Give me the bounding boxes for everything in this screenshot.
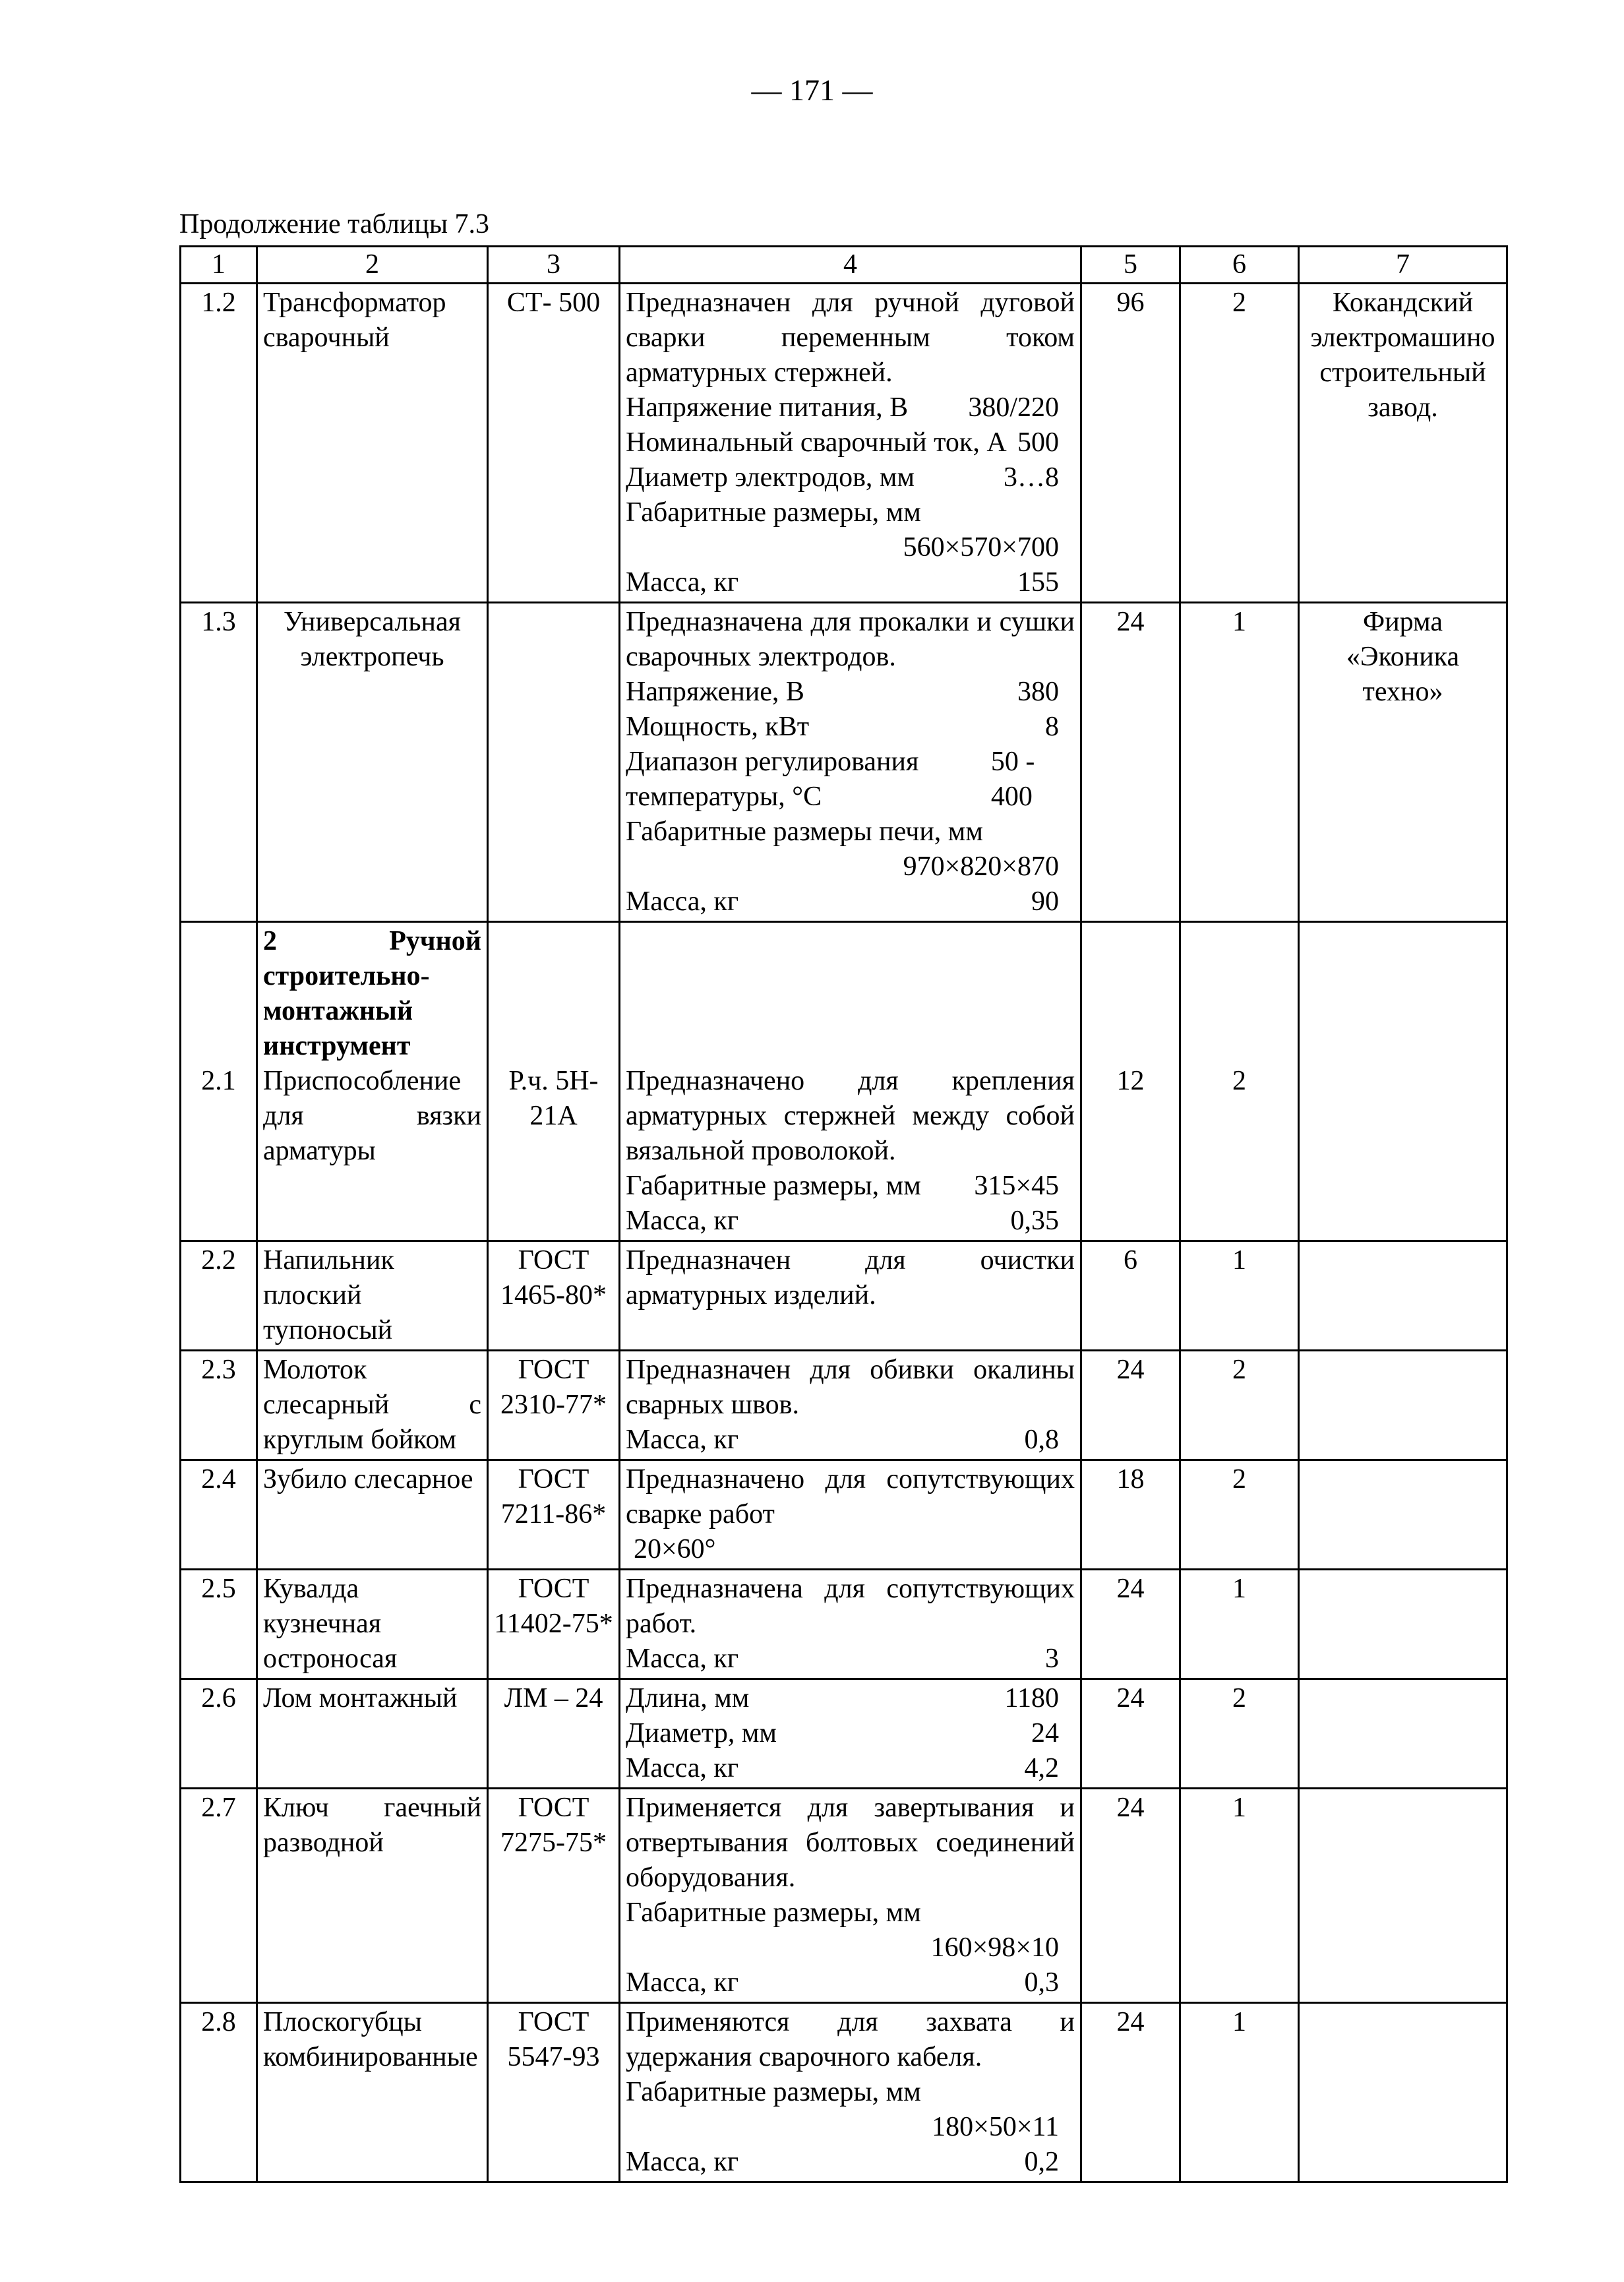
item-description: Применяются для захвата и удержания сварочного кабеля. [626, 2007, 1075, 2072]
param-line [626, 2075, 1075, 2110]
cell-quantity [1081, 2003, 1180, 2182]
param-name: Масса, кг [626, 886, 739, 917]
cell-name [257, 1241, 488, 1351]
cell-name [257, 603, 488, 922]
cell-description [620, 1570, 1081, 1679]
cell-number [181, 1351, 257, 1460]
item-quantity: 24 [1116, 1683, 1145, 1713]
cell-count [1180, 1679, 1299, 1789]
row-number: 2.7 [201, 1793, 236, 1823]
param-name: Габаритные размеры, мм [626, 2077, 921, 2107]
param-value: 160×98×10 [930, 1932, 1059, 1963]
item-standard: ГОСТ 2310-77* [500, 1355, 607, 1420]
header-cell: 2 [257, 247, 488, 284]
item-quantity: 12 [1116, 1066, 1145, 1096]
row-number: 1.3 [201, 607, 236, 637]
cell-description [620, 1241, 1081, 1351]
param-value: 0,2 [1024, 2147, 1059, 2177]
param-line [626, 1681, 1075, 1716]
cell-name [257, 2003, 488, 2182]
cell-description [620, 1789, 1081, 2003]
row-number: 2.3 [201, 1355, 236, 1385]
cell-description [620, 1679, 1081, 1789]
param-line [626, 425, 1075, 460]
cell-manufacturer [1299, 2003, 1507, 2182]
param-name: Масса, кг [626, 1206, 739, 1236]
param-name: Номинальный сварочный ток, А [626, 427, 1007, 458]
item-description: Применяется для завертывания и отвертывания болтовых соединений оборудования. [626, 1793, 1075, 1893]
param-value: 4,2 [1024, 1753, 1059, 1783]
item-standard: СТ- 500 [506, 288, 601, 318]
cell-number [181, 1789, 257, 2003]
item-name: Напильник плоский тупоносый [263, 1245, 394, 1345]
item-quantity: 24 [1116, 2007, 1145, 2037]
item-standard: ГОСТ 1465-80* [500, 1245, 607, 1311]
cell-quantity [1081, 1351, 1180, 1460]
item-count: 2 [1232, 1464, 1246, 1495]
item-standard: ГОСТ 7211-86* [500, 1464, 607, 1529]
param-value: 970×820×870 [903, 851, 1059, 882]
cell-quantity [1081, 1679, 1180, 1789]
cell-manufacturer [1299, 603, 1507, 922]
item-description: Предназначен для очистки арматурных изделий. [626, 1245, 1075, 1311]
item-name: Трансформатор сварочный [263, 288, 446, 353]
cell-count [1180, 1789, 1299, 2003]
param-line [626, 675, 1075, 710]
table-row [181, 284, 1507, 603]
param-name: Диаметр электродов, мм [626, 462, 915, 493]
item-description: Предназначено для крепления арматурных стержней между собой вязальной проволокой. [626, 1066, 1075, 1166]
table-row [181, 1241, 1507, 1351]
item-quantity: 18 [1116, 1464, 1145, 1495]
cell-standard [488, 1351, 620, 1460]
cell-number [181, 2003, 257, 2182]
item-count: 2 [1232, 1683, 1246, 1713]
param-value: 380/220 [968, 392, 1059, 423]
param-line [626, 1751, 1075, 1786]
item-name: Лом монтажный [263, 1683, 458, 1713]
equipment-table [179, 245, 1508, 2183]
cell-standard [488, 1679, 620, 1789]
cell-name [257, 1679, 488, 1789]
cell-quantity [1081, 1460, 1180, 1570]
row-number: 2.5 [201, 1574, 236, 1604]
cell-manufacturer [1299, 1351, 1507, 1460]
cell-quantity [1081, 284, 1180, 603]
cell-number [181, 922, 257, 1241]
cell-manufacturer [1299, 1789, 1507, 2003]
param-value: 560×570×700 [903, 532, 1059, 563]
param-line [626, 1423, 1075, 1458]
cell-count [1180, 2003, 1299, 2182]
item-count: 1 [1232, 1245, 1246, 1276]
cell-count [1180, 603, 1299, 922]
cell-number [181, 1679, 257, 1789]
item-manufacturer: Фирма «Эконика техно» [1346, 607, 1460, 707]
param-name: Напряжение, В [626, 677, 804, 707]
row-number: 2.8 [201, 2007, 236, 2037]
item-name: Зубило слесарное [263, 1464, 473, 1495]
cell-manufacturer [1299, 1241, 1507, 1351]
param-value: 3…8 [1004, 462, 1059, 493]
param-name: Габаритные размеры, мм [626, 1897, 921, 1928]
item-name: Универсальная электропечь [284, 607, 461, 672]
param-line [626, 1532, 1075, 1567]
cell-standard [488, 1460, 620, 1570]
cell-quantity [1081, 1789, 1180, 2003]
header-cell: 1 [181, 247, 257, 284]
row-number: 1.2 [201, 288, 236, 318]
param-name: Длина, мм [626, 1683, 750, 1713]
param-value: 315×45 [974, 1171, 1059, 1201]
item-manufacturer: Кокандский электромашиностроительный завод. [1310, 288, 1495, 423]
header-cell: 3 [488, 247, 620, 284]
item-quantity: 24 [1116, 1355, 1145, 1385]
param-name: Диаметр, мм [626, 1718, 777, 1748]
cell-standard [488, 1789, 620, 2003]
item-standard: Р.ч. 5Н- 21А [508, 1066, 599, 1131]
item-description: Предназначена для сопутствующих работ. [626, 1574, 1075, 1639]
cell-number [181, 1570, 257, 1679]
param-name: Масса, кг [626, 2147, 739, 2177]
param-line [626, 460, 1075, 495]
param-value-line [626, 849, 1075, 884]
cell-quantity [1081, 603, 1180, 922]
item-name: Ключ гаечный разводной [263, 1793, 481, 1858]
param-line [626, 884, 1075, 919]
param-name: Масса, кг [626, 1967, 739, 1998]
param-value: 90 [1031, 886, 1059, 917]
row-number: 2.4 [201, 1464, 236, 1495]
cell-number [181, 603, 257, 922]
param-value: 24 [1031, 1718, 1059, 1748]
item-count: 1 [1232, 1574, 1246, 1604]
param-value: 8 [1045, 712, 1059, 742]
cell-standard [488, 1241, 620, 1351]
cell-number [181, 284, 257, 603]
item-count: 1 [1232, 2007, 1246, 2037]
table-row [181, 922, 1507, 1241]
param-name: Масса, кг [626, 1644, 739, 1674]
param-line [626, 1965, 1075, 2000]
param-value-line [626, 2110, 1075, 2145]
cell-description [620, 1351, 1081, 1460]
item-quantity: 24 [1116, 1574, 1145, 1604]
header-cell: 6 [1180, 247, 1299, 284]
item-count: 2 [1232, 1355, 1246, 1385]
param-line [626, 495, 1075, 530]
cell-manufacturer [1299, 1679, 1507, 1789]
item-quantity: 96 [1116, 288, 1145, 318]
cell-manufacturer [1299, 922, 1507, 1241]
page-number: — 171 — [751, 73, 873, 107]
param-value-line [626, 1930, 1075, 1965]
cell-manufacturer [1299, 284, 1507, 603]
row-number: 2.2 [201, 1245, 236, 1276]
cell-count [1180, 1570, 1299, 1679]
param-value: 0,8 [1024, 1425, 1059, 1455]
param-name: Масса, кг [626, 1753, 739, 1783]
cell-count [1180, 1460, 1299, 1570]
param-name: Диапазон регулирования температуры, °С [626, 747, 919, 812]
table-row [181, 2003, 1507, 2182]
param-value: 1180 [1004, 1683, 1059, 1713]
item-description: Предназначено для сопутствующих сварке работ [626, 1464, 1075, 1529]
cell-manufacturer [1299, 1460, 1507, 1570]
cell-description [620, 603, 1081, 922]
param-name: Напряжение питания, В [626, 392, 909, 423]
item-count: 1 [1232, 1793, 1246, 1823]
item-standard: ГОСТ 11402-75* [494, 1574, 613, 1639]
header-cell: 5 [1081, 247, 1180, 284]
param-value: 0,3 [1024, 1967, 1059, 1998]
param-line [626, 1204, 1075, 1239]
cell-count [1180, 1241, 1299, 1351]
cell-description [620, 284, 1081, 603]
cell-standard [488, 2003, 620, 2182]
row-number: 2.1 [201, 1066, 236, 1096]
param-line [626, 745, 1075, 815]
param-name: Габаритные размеры, мм [626, 1171, 921, 1201]
cell-number [181, 1241, 257, 1351]
param-line [626, 1642, 1075, 1677]
item-standard: ГОСТ 5547-93 [507, 2007, 600, 2072]
param-line [626, 815, 1075, 849]
cell-name [257, 1789, 488, 2003]
item-count: 2 [1232, 288, 1246, 318]
cell-name [257, 1570, 488, 1679]
cell-standard [488, 922, 620, 1241]
cell-description [620, 2003, 1081, 2182]
param-line [626, 1716, 1075, 1751]
table-row [181, 1570, 1507, 1679]
cell-name [257, 1460, 488, 1570]
table-row [181, 1679, 1507, 1789]
item-quantity: 24 [1116, 1793, 1145, 1823]
item-description: Предназначен для ручной дуговой сварки переменным током арматурных стержней. [626, 288, 1075, 388]
cell-count [1180, 1351, 1299, 1460]
param-value: 500 [1017, 427, 1059, 458]
item-description: Предназначена для прокалки и сушки сварочных электродов. [626, 607, 1075, 672]
cell-count [1180, 284, 1299, 603]
param-value-line [626, 530, 1075, 565]
param-line [626, 1169, 1075, 1204]
cell-standard [488, 603, 620, 922]
cell-quantity [1081, 922, 1180, 1241]
param-line [626, 2145, 1075, 2180]
param-name: Масса, кг [626, 1425, 739, 1455]
header-cell: 7 [1299, 247, 1507, 284]
cell-quantity [1081, 1570, 1180, 1679]
param-line [626, 390, 1075, 425]
table-header-row [181, 247, 1507, 284]
cell-standard [488, 284, 620, 603]
item-quantity: 6 [1124, 1245, 1137, 1276]
param-line [626, 1896, 1075, 1930]
param-line [626, 710, 1075, 745]
cell-number [181, 1460, 257, 1570]
cell-quantity [1081, 1241, 1180, 1351]
table-row [181, 603, 1507, 922]
item-standard: ЛМ – 24 [504, 1683, 603, 1713]
param-name: Габаритные размеры печи, мм [626, 817, 983, 847]
param-name: Габаритные размеры, мм [626, 497, 921, 528]
header-cell: 4 [620, 247, 1081, 284]
param-value: 155 [1017, 567, 1059, 598]
item-count: 1 [1232, 607, 1246, 637]
item-name: Молоток слесарный с круглым бойком [263, 1355, 481, 1455]
param-value: 50 - 400 [990, 747, 1035, 812]
param-value: 3 [1045, 1644, 1059, 1674]
item-quantity: 24 [1116, 607, 1145, 637]
cell-name [257, 284, 488, 603]
cell-name [257, 922, 488, 1241]
cell-standard [488, 1570, 620, 1679]
table-row [181, 1460, 1507, 1570]
param-value: 0,35 [1010, 1206, 1059, 1236]
param-line [626, 565, 1075, 600]
item-description: Предназначен для обивки окалины сварных швов. [626, 1355, 1075, 1420]
param-name: Масса, кг [626, 567, 739, 598]
table-row [181, 1351, 1507, 1460]
table-caption: Продолжение таблицы 7.3 [179, 209, 490, 239]
cell-description [620, 922, 1081, 1241]
cell-description [620, 1460, 1081, 1570]
param-value: 380 [1017, 677, 1059, 707]
cell-count [1180, 922, 1299, 1241]
item-name: Кувалда кузнечная остроносая [263, 1574, 398, 1674]
cell-manufacturer [1299, 1570, 1507, 1679]
section-title: 2 Ручной строительно-монтажный инструмент [263, 926, 481, 1061]
row-number: 2.6 [201, 1683, 236, 1713]
item-count: 2 [1232, 1066, 1246, 1096]
item-name: Плоскогубцы комбинированные [263, 2007, 478, 2072]
item-standard: ГОСТ 7275-75* [500, 1793, 607, 1858]
cell-name [257, 1351, 488, 1460]
param-name: Мощность, кВт [626, 712, 810, 742]
item-name: Приспособление для вязки арматуры [263, 1066, 481, 1166]
param-value: 180×50×11 [932, 2112, 1059, 2142]
table-row [181, 1789, 1507, 2003]
param-name: 20×60° [634, 1534, 716, 1564]
